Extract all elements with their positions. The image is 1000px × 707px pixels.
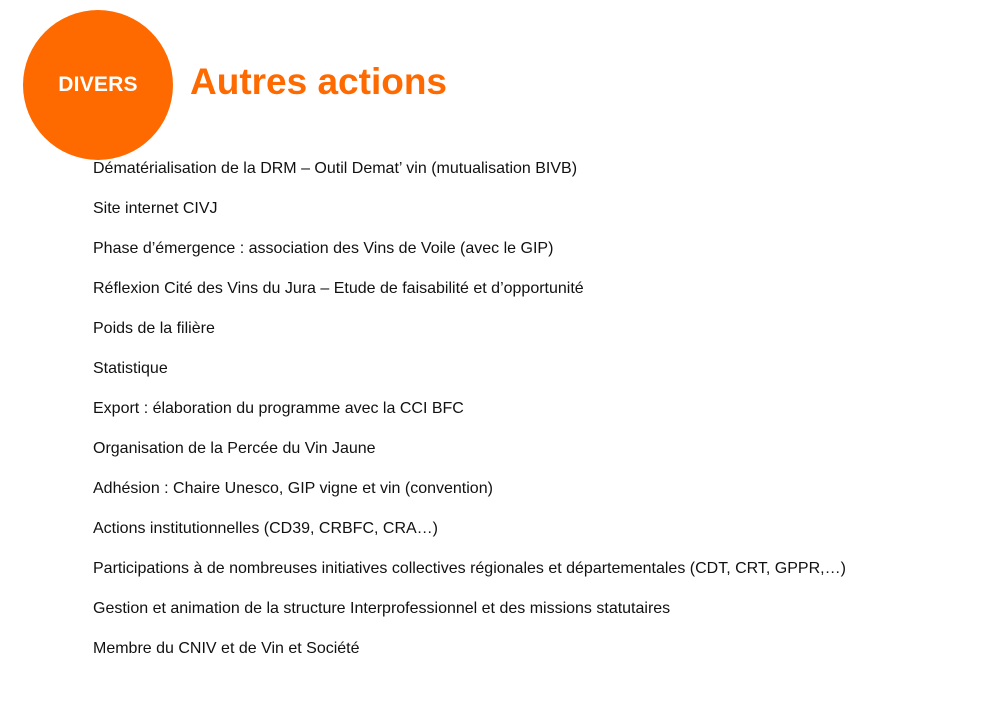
list-item: Site internet CIVJ <box>93 200 218 217</box>
list-item: Adhésion : Chaire Unesco, GIP vigne et vin (convention) <box>93 480 493 497</box>
list-item: Poids de la filière <box>93 320 215 337</box>
list-item: Participations à de nombreuses initiatives collectives régionales et départementales (CDT, CRT, GPPR,…) <box>93 560 846 577</box>
list-item: Statistique <box>93 360 168 377</box>
list-item: Dématérialisation de la DRM – Outil Demat’ vin (mutualisation BIVB) <box>93 160 578 177</box>
section-badge <box>23 10 173 160</box>
page-title: Autres actions <box>190 61 448 102</box>
list-item: Organisation de la Percée du Vin Jaune <box>93 440 376 457</box>
list-item: Actions institutionnelles (CD39, CRBFC, CRA…) <box>93 520 438 537</box>
list-item: Réflexion Cité des Vins du Jura – Etude de faisabilité et d’opportunité <box>93 280 584 297</box>
list-item: Phase d’émergence : association des Vins de Voile (avec le GIP) <box>93 240 554 257</box>
list-item: Export : élaboration du programme avec la CCI BFC <box>93 400 464 417</box>
list-item: Gestion et animation de la structure Interprofessionnel et des missions statutaires <box>93 600 671 617</box>
section-badge-label: DIVERS <box>58 73 138 96</box>
action-list <box>93 158 846 678</box>
list-item: Membre du CNIV et de Vin et Société <box>93 640 360 657</box>
